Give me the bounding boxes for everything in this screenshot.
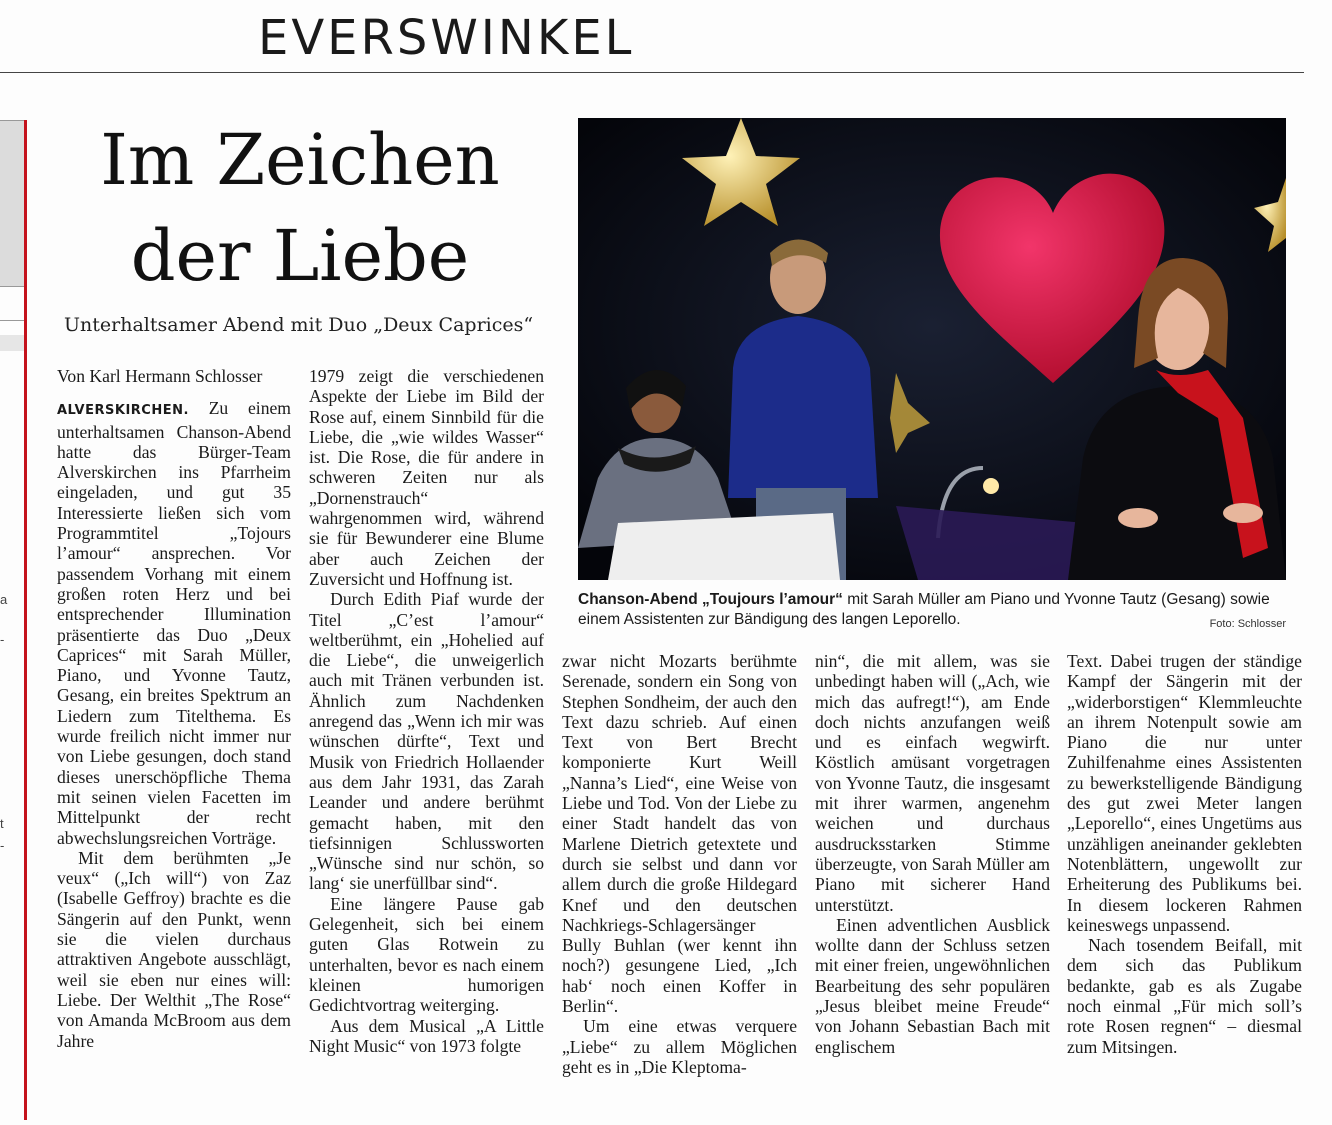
edge-mark: - xyxy=(0,632,5,647)
paragraph-text: Zu einem unterhaltsamen Chanson-Abend hatte das Bürger-Team Alverskirchen ins Pfarrheim eingeladen, und gut 35 Interessierte ließen sich vom Programmtitel „Tojours l’amour“ ansprechen. Vor passendem Vorhang mit einem großen roten Herz und bei entsprechender Illumination präsentierte das Duo „Deux Caprices“ mit Sarah Müller, Piano, und Yvonne Tautz, Gesang, ein breites Spektrum an Liedern zum Titelthema. Es wurde freilich nicht immer nur von Liebe gesungen, doch stand dieses unerschöpfliche Thema mit seinen vielen Facetten im Mittelpunkt der recht abwechslungsreichen Vorträge. xyxy=(57,398,291,848)
paragraph: 1979 zeigt die verschiedenen Aspekte der Liebe im Bild der Rose auf, einem Sinnbild für die Liebe, die „wie wildes Wasser“ ist. Die Rose, die für andere in schweren Zeiten nur als „Dornenstrauch“ wahrgenommen wird, während sie für Bewunderer eine Blume aber auch Zeichen der Zuversicht und Hoffnung ist. xyxy=(309,366,544,589)
lamp-light xyxy=(983,478,999,494)
stage-photo xyxy=(578,118,1286,580)
paragraph: Eine längere Pause gab Gelegenheit, sich bei einem guten Glas Rotwein zu unterhalten, bevor es nach einem kleinen humorigen Gedichtvortrag weiterging. xyxy=(309,893,544,1016)
headline-line-2: der Liebe xyxy=(130,215,470,297)
article-column-1 xyxy=(57,366,291,1051)
header-rule xyxy=(0,72,1304,73)
paragraph: Um eine etwas verquere „Liebe“ zu allem Möglichen geht es in „Die Kleptoma- xyxy=(562,1016,797,1077)
paragraph: Nach tosendem Beifall, mit dem sich das Publikum bedankte, gab es als Zugabe noch einmal „Für mich soll’s rote Rosen regnen“ – diesmal zum Mitsingen. xyxy=(1067,935,1302,1057)
dateline: ALVERSKIRCHEN. xyxy=(57,403,189,419)
byline: Von Karl Hermann Schlosser xyxy=(57,366,263,386)
adjacent-page-rule xyxy=(0,320,24,321)
caption-lead: Chanson-Abend „Toujours l’amour“ xyxy=(578,591,843,608)
headline xyxy=(60,112,540,304)
article-column-2 xyxy=(309,366,544,1056)
margin-red-line xyxy=(24,120,27,1120)
adjacent-page-block xyxy=(0,120,24,287)
paragraph: Aus dem Musical „A Little Night Music“ von 1973 folgte xyxy=(309,1015,544,1056)
paragraph: Text. Dabei trugen der ständige Kampf der Sängerin mit der „widerborstigen“ Klemmleuchte an ihrem Notenpult sowie am Piano die nur unter Zuhilfenahme eines Assistenten zu bewerkstelligende Bändigung des gut zwei Meter langen „Leporello“, eines Ungetüms aus unzähligen aneinander geklebten Notenblättern, ungewollt zur Erheiterung des Publikums bei. In diesem lockeren Rahmen keineswegs unpassend. xyxy=(1067,651,1302,935)
paragraph: Durch Edith Piaf wurde der Titel „C’est l’amour“ weltberühmt, ein „Hohelied auf die Liebe“, die unweigerlich auch mit Tränen verbunden ist. Ähnlich zum Nachdenken anregend das „Wenn ich mir was wünschen dürfte“, Text und Musik von Friedrich Hollaender aus dem Jahr 1931, das Zarah Leander und andere berühmt gemacht haben, mit den tiefsinnigen Schlussworten „Wünsche sind nur schön, so lang‘ sie unerfüllbar sind“. xyxy=(309,589,544,894)
edge-mark: a xyxy=(0,592,8,607)
paragraph: nin“, die mit allem, was sie unbedingt haben will („Ach, wie mich das aufregt!“), am Ende doch nichts anzufangen weiß und es einfach wegwirft. Köstlich amüsant vorgetragen von Yvonne Tautz, die insgesamt mit ihrer warmen, angenehm weichen und durchaus ausdrucksstarken Stimme überzeugte, von Sarah Müller am Piano mit sicherer Hand unterstützt. xyxy=(815,651,1050,915)
adjacent-page-strip xyxy=(0,335,24,351)
edge-mark: t xyxy=(0,816,4,831)
photo-credit: Foto: Schlosser xyxy=(1209,618,1286,630)
paragraph: zwar nicht Mozarts berühmte Serenade, sondern ein Song von Stephen Sondheim, der auch den Text dazu schrieb. Auf einen Text von Bert Brecht komponierte Kurt Weill „Nanna’s Lied“, eine Weise von Liebe und Tod. Von der Liebe zu einer Stadt handelt das von Marlene Dietrich getextete und durch sie selbst und dann vor allem durch die große Hildegard Knef und den deutschen Nachkriegs-Schlagersänger Bully Buhlan (wer kennt ihn noch?) gesungene Lied, „Ich hab‘ noch einen Koffer in Berlin“. xyxy=(562,651,797,1017)
subheadline: Unterhaltsamer Abend mit Duo „Deux Caprices“ xyxy=(64,314,534,336)
article-column-4 xyxy=(815,651,1050,1057)
section-title: EVERSWINKEL xyxy=(258,10,635,66)
stage-photo-illustration xyxy=(578,118,1286,580)
photo-caption xyxy=(578,590,1286,634)
paragraph: Mit dem berühmten „Je veux“ („Ich will“) von Zaz (Isabelle Geffroy) brachte es die Sängerin auf den Punkt, wenn sie die vielen durchaus attraktiven Angebote ausschlägt, weil sie eben nur eines will: Liebe. Der Welthit „The Rose“ von Amanda McBroom aus dem Jahre xyxy=(57,847,291,1051)
article-column-5 xyxy=(1067,651,1302,1057)
caption-text: mit Sarah Müller am Piano und Yvonne Tautz (Gesang) sowie einem Assistenten zur Bändigung des langen Leporello. xyxy=(578,591,1270,628)
paragraph: Einen adventlichen Ausblick wollte dann der Schluss setzen mit einer freien, ungewöhnlichen Bearbeitung des sehr populären „Jesus bleibet meine Freude“ von Johann Sebastian Bach mit englischem xyxy=(815,914,1050,1057)
headline-line-1: Im Zeichen xyxy=(100,119,500,201)
paragraph xyxy=(57,398,291,848)
article-column-3 xyxy=(562,651,797,1077)
sheet-music xyxy=(608,513,840,580)
edge-mark: - xyxy=(0,838,5,853)
